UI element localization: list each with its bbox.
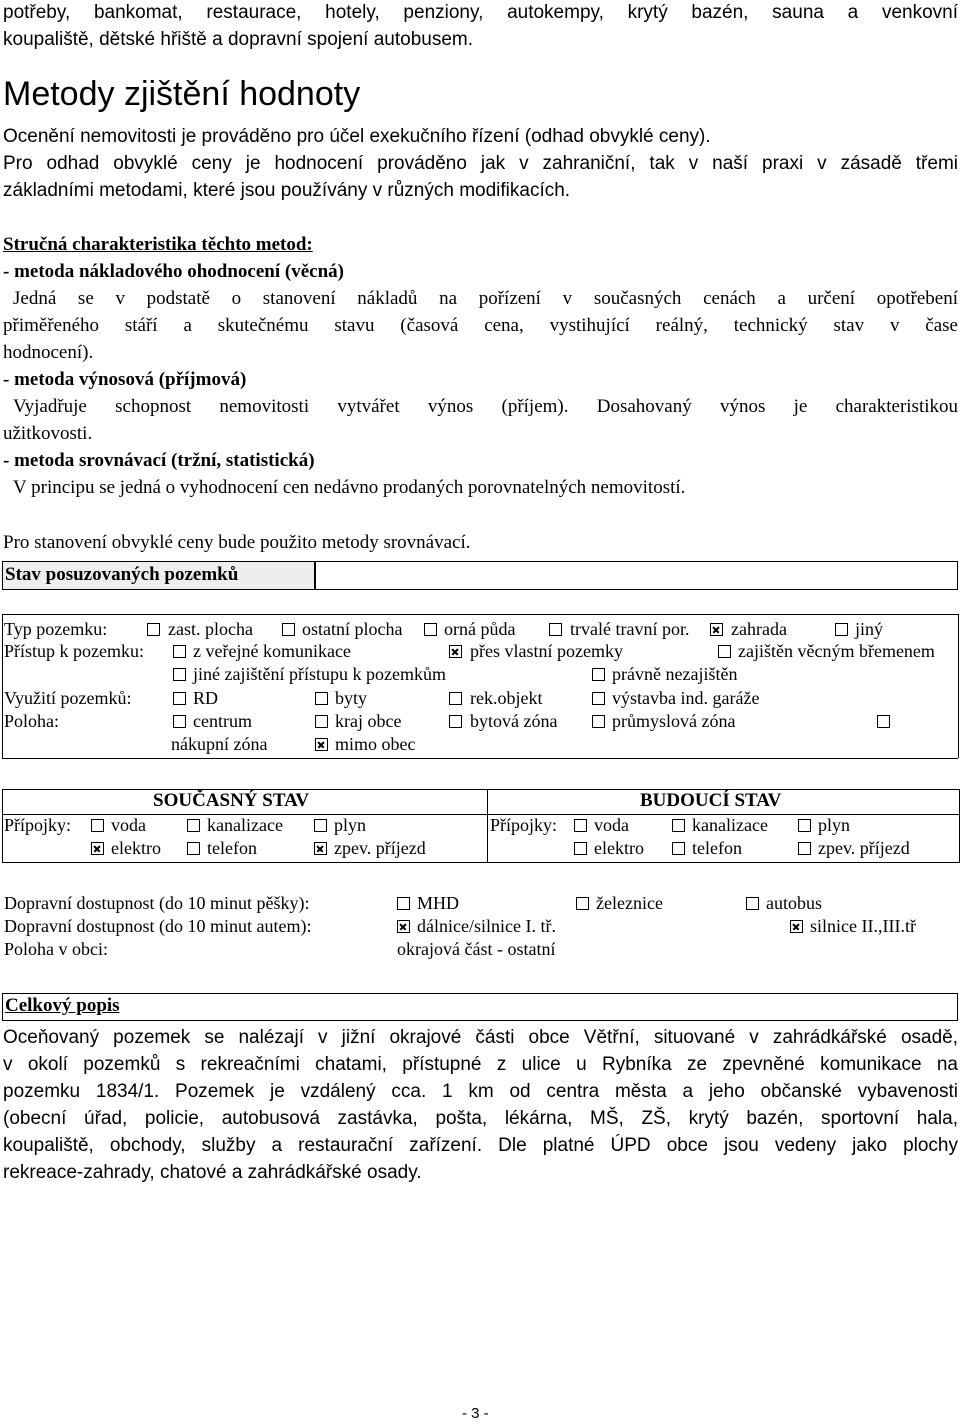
checkbox-icon[interactable] xyxy=(746,897,759,910)
checkbox-icon[interactable] xyxy=(424,623,437,636)
checkbox-icon[interactable] xyxy=(672,819,685,832)
method-income-title: - metoda výnosová (příjmová) xyxy=(3,369,247,390)
checkbox-icon[interactable] xyxy=(187,842,200,855)
use-option: výstavba ind. garáže xyxy=(612,688,760,708)
access-option: z veřejné komunikace xyxy=(193,641,351,661)
methods-line: základními metodami, které jsou používány v různých modifikacích. xyxy=(3,180,571,201)
transport-option: autobus xyxy=(766,893,822,913)
utility-option: elektro xyxy=(594,838,644,858)
utility-option: plyn xyxy=(818,815,851,835)
checkbox-checked-icon[interactable] xyxy=(449,645,462,658)
type-option: ostatní plocha xyxy=(302,619,403,639)
utility-option: telefon xyxy=(207,838,257,858)
state-heading-box xyxy=(2,561,315,590)
checkbox-checked-icon[interactable] xyxy=(314,842,327,855)
type-option: jiný xyxy=(855,619,884,639)
checkbox-icon[interactable] xyxy=(449,715,462,728)
type-option: orná půda xyxy=(444,619,516,639)
access-option: jiné zajištění přístupu k pozemkům xyxy=(193,664,446,684)
intro-paragraph xyxy=(3,0,958,53)
table-border-bottom xyxy=(2,758,958,759)
methods-paragraph xyxy=(3,123,958,204)
utilities-column-divider xyxy=(487,789,488,863)
utility-option: kanalizace xyxy=(692,815,768,835)
methods-heading: Metody zjištění hodnoty xyxy=(3,75,361,113)
utility-option: kanalizace xyxy=(207,815,283,835)
checkbox-icon[interactable] xyxy=(718,645,731,658)
method-income-text: Vyjadřuje schopnost nemovitosti vytvářet výnos (příjem). Dosahovaný výnos je charakteristikou xyxy=(13,396,958,417)
description-heading-box xyxy=(2,993,958,1021)
description-line: koupaliště, obchody, služby a restaurační zařízení. Dle platné ÚPD obce jsou vedeny jako plochy xyxy=(3,1135,958,1156)
method-cost-title: - metoda nákladového ohodnocení (věcná) xyxy=(3,261,344,282)
description-line: Oceňovaný pozemek se nalézají v jižní okrajové části obce Větřní, situované v zahrádkářské osadě, xyxy=(3,1027,958,1048)
description-line: rekreace-zahrady, chatové a zahrádkářské osady. xyxy=(3,1162,422,1183)
access-option: přes vlastní pozemky xyxy=(470,641,623,661)
checkbox-icon[interactable] xyxy=(835,623,848,636)
methods-line: Ocenění nemovitosti je prováděno pro účel exekučního řízení (odhad obvyklé ceny). xyxy=(3,126,711,147)
transport-car-label: Dopravní dostupnost (do 10 minut autem): xyxy=(4,916,312,936)
use-option: rek.objekt xyxy=(470,688,543,708)
checkbox-checked-icon[interactable] xyxy=(710,623,723,636)
town-position-label: Poloha v obci: xyxy=(4,939,108,959)
checkbox-icon[interactable] xyxy=(314,819,327,832)
intro-line: koupaliště, dětské hřiště a dopravní spojení autobusem. xyxy=(3,29,474,50)
utility-option: zpev. příjezd xyxy=(334,838,426,858)
utilities-label: Přípojky: xyxy=(490,815,558,835)
position-option: kraj obce xyxy=(335,711,402,731)
checkbox-icon[interactable] xyxy=(173,715,186,728)
use-option: byty xyxy=(335,688,368,708)
checkbox-checked-icon[interactable] xyxy=(91,842,104,855)
method-comparative-title: - metoda srovnávací (tržní, statistická) xyxy=(3,450,315,471)
checkbox-icon[interactable] xyxy=(574,819,587,832)
transport-option: dálnice/silnice I. tř. xyxy=(417,916,556,936)
access-option: právně nezajištěn xyxy=(612,664,738,684)
utilities-label: Přípojky: xyxy=(4,815,72,835)
checkbox-icon[interactable] xyxy=(173,692,186,705)
checkbox-icon[interactable] xyxy=(592,692,605,705)
transport-option: železnice xyxy=(596,893,663,913)
table-border-right xyxy=(958,614,959,758)
type-option: trvalé travní por. xyxy=(570,619,690,639)
transport-walk-label: Dopravní dostupnost (do 10 minut pěšky): xyxy=(4,893,310,913)
description-line: (obecní úřad, policie, autobusová zastávka, pošta, lékárna, MŠ, ZŠ, krytý bazén, sportovní hala, xyxy=(3,1108,958,1129)
utility-option: zpev. příjezd xyxy=(818,838,910,858)
type-option: zahrada xyxy=(731,619,787,639)
transport-option: MHD xyxy=(417,893,460,913)
utility-option: telefon xyxy=(692,838,742,858)
description-heading: Celkový popis xyxy=(5,995,120,1016)
access-option: zajištěn věcným břemenem xyxy=(738,641,935,661)
method-conclusion: Pro stanovení obvyklé ceny bude použito metody srovnávací. xyxy=(3,532,471,553)
method-cost-text: hodnocení). xyxy=(3,342,94,363)
utilities-current-heading: SOUČASNÝ STAV xyxy=(153,790,310,811)
checkbox-icon[interactable] xyxy=(315,692,328,705)
checkbox-icon[interactable] xyxy=(576,897,589,910)
use-option: RD xyxy=(193,688,219,708)
position-option: centrum xyxy=(193,711,252,731)
type-label: Typ pozemku: xyxy=(4,619,108,639)
utility-option: elektro xyxy=(111,838,161,858)
checkbox-checked-icon[interactable] xyxy=(397,920,410,933)
state-heading: Stav posuzovaných pozemků xyxy=(5,564,239,585)
checkbox-checked-icon[interactable] xyxy=(315,738,328,751)
table-border-top xyxy=(2,614,958,615)
position-option: průmyslová zóna xyxy=(612,711,736,731)
checkbox-icon[interactable] xyxy=(397,897,410,910)
description-line: v okolí pozemků s rekreačními chatami, přístupné z ulice u Rybníka ze zpevněné komunikace na xyxy=(3,1054,958,1075)
utility-option: voda xyxy=(594,815,629,835)
method-income-text: užitkovosti. xyxy=(3,423,93,444)
table-border-left xyxy=(2,614,3,758)
method-comparative-text: V principu se jedná o vyhodnocení cen nedávno prodaných porovnatelných nemovitostí. xyxy=(13,477,686,498)
checkbox-icon[interactable] xyxy=(592,668,605,681)
checkbox-icon[interactable] xyxy=(672,842,685,855)
checkbox-icon[interactable] xyxy=(173,668,186,681)
town-position-value: okrajová část - ostatní xyxy=(397,939,556,959)
position-option: nákupní zóna xyxy=(171,734,268,754)
description-paragraph xyxy=(3,1024,958,1186)
page-number: - 3 - xyxy=(462,1405,489,1422)
checkbox-icon[interactable] xyxy=(147,623,160,636)
checkbox-icon[interactable] xyxy=(91,819,104,832)
checkbox-icon[interactable] xyxy=(282,623,295,636)
position-option: mimo obec xyxy=(335,734,416,754)
use-label: Využití pozemků: xyxy=(4,688,132,708)
characteristics-heading: Stručná charakteristika těchto metod: xyxy=(3,234,313,255)
methods-line: Pro odhad obvyklé ceny je hodnocení prováděno jak v zahraniční, tak v naší praxi v zásadě třemi xyxy=(3,153,958,174)
access-label: Přístup k pozemku: xyxy=(4,641,144,661)
position-label: Poloha: xyxy=(4,711,60,731)
method-cost-text: Jedná se v podstatě o stanovení nákladů na pořízení v současných cenách a určení opotřebení xyxy=(13,288,958,309)
checkbox-icon[interactable] xyxy=(592,715,605,728)
checkbox-icon[interactable] xyxy=(877,715,890,728)
utility-option: voda xyxy=(111,815,146,835)
state-heading-fill xyxy=(315,561,958,590)
transport-option: silnice II.,III.tř xyxy=(810,916,916,936)
description-line: pozemku 1834/1. Pozemek je vzdálený cca. 1 km od centra města a jeho občanské vybavenosti xyxy=(3,1081,958,1102)
checkbox-icon[interactable] xyxy=(173,645,186,658)
position-option: bytová zóna xyxy=(470,711,558,731)
checkbox-icon[interactable] xyxy=(798,819,811,832)
checkbox-icon[interactable] xyxy=(798,842,811,855)
utilities-future-heading: BUDOUCÍ STAV xyxy=(640,790,782,811)
checkbox-icon[interactable] xyxy=(574,842,587,855)
checkbox-icon[interactable] xyxy=(315,715,328,728)
checkbox-checked-icon[interactable] xyxy=(790,920,803,933)
utility-option: plyn xyxy=(334,815,367,835)
method-cost-text: přiměřeného stáří a skutečnému stavu (časová cena, vystihující reálný, technický stav v čase xyxy=(3,315,958,336)
checkbox-icon[interactable] xyxy=(549,623,562,636)
intro-line: potřeby, bankomat, restaurace, hotely, penziony, autokempy, krytý bazén, sauna a venkovní xyxy=(3,2,958,23)
checkbox-icon[interactable] xyxy=(187,819,200,832)
type-option: zast. plocha xyxy=(168,619,253,639)
checkbox-icon[interactable] xyxy=(449,692,462,705)
